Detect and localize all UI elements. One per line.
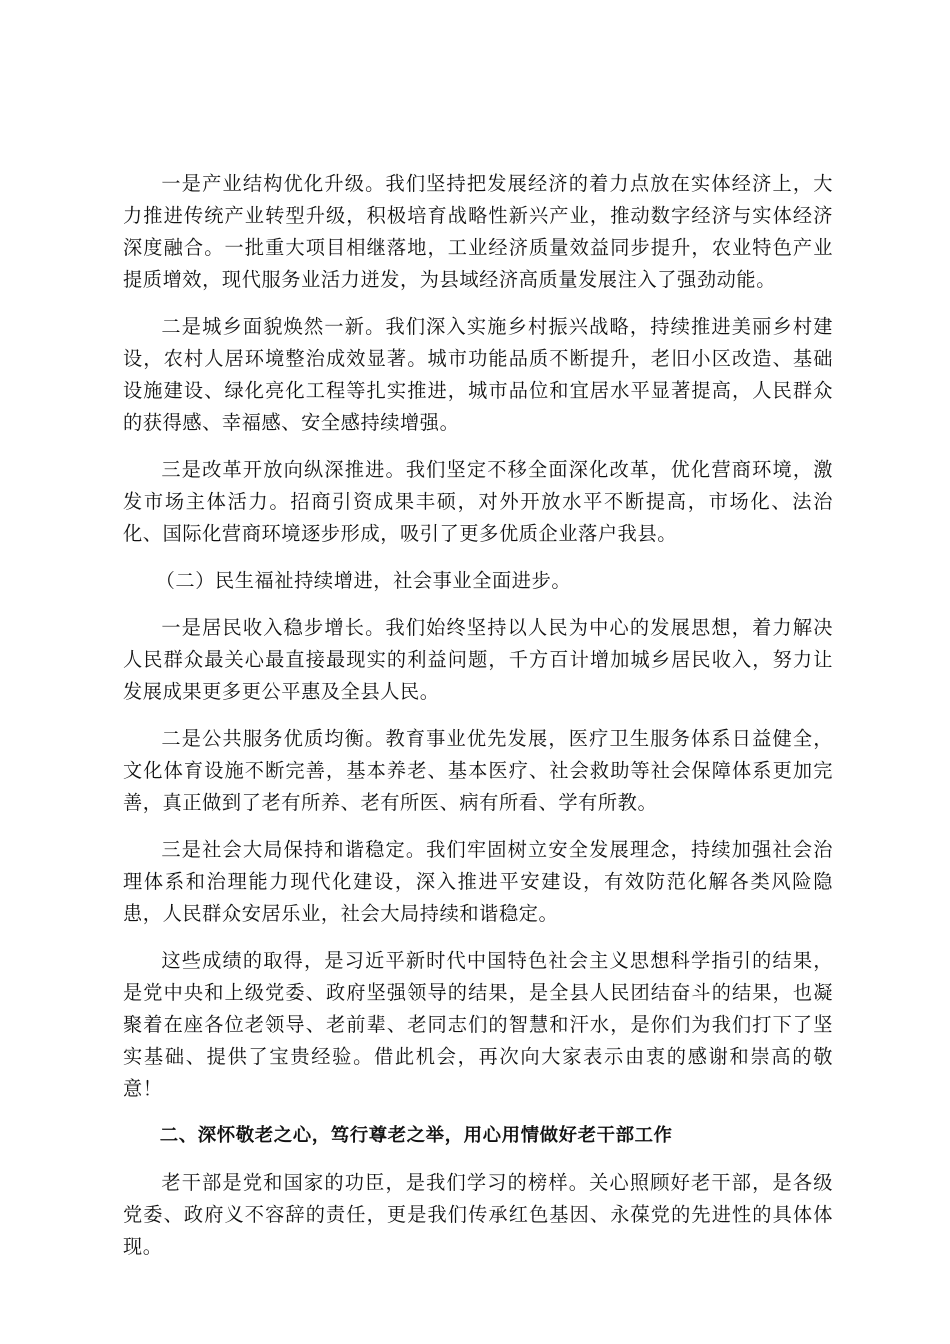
paragraph-achievements: 这些成绩的取得，是习近平新时代中国特色社会主义思想科学指引的结果，是党中央和上级党委、政府坚强领导的结果，是全县人民团结奋斗的结果，也凝聚着在座各位老领导、老前辈、老同志们的智慧和汗水，是你们为我们打下了坚实基础、提供了宝贵经验。借此机会，再次向大家表示由衷的感谢和崇高的敬意！ <box>123 949 833 1100</box>
paragraph-reform-opening: 三是改革开放向纵深推进。我们坚定不移全面深化改革，优化营商环境，激发市场主体活力。招商引资成果丰硕，对外开放水平不断提高，市场化、法治化、国际化营商环境逐步形成，吸引了更多优质企业落户我县。 <box>123 458 833 545</box>
subheading-livelihood: （二）民生福祉持续增进，社会事业全面进步。 <box>155 569 572 592</box>
document-body <box>123 168 833 1278</box>
paragraph-public-services: 二是公共服务优质均衡。教育事业优先发展，医疗卫生服务体系日益健全，文化体育设施不断完善，基本养老、基本医疗、社会救助等社会保障体系更加完善，真正做到了老有所养、老有所医、病有所看、学有所教。 <box>123 727 833 814</box>
paragraph-income-growth: 一是居民收入稳步增长。我们始终坚持以人民为中心的发展思想，着力解决人民群众最关心最直接最现实的利益问题，千方百计增加城乡居民收入，努力让发展成果更多更公平惠及全县人民。 <box>123 616 833 703</box>
section-heading-veteran-cadres: 二、深怀敬老之心，笃行尊老之举，用心用情做好老干部工作 <box>159 1125 673 1146</box>
paragraph-urban-rural: 二是城乡面貌焕然一新。我们深入实施乡村振兴战略，持续推进美丽乡村建设，农村人居环境整治成效显著。城市功能品质不断提升，老旧小区改造、基础设施建设、绿化亮化工程等扎实推进，城市品位和宜居水平显著提高，人民群众的获得感、幸福感、安全感持续增强。 <box>123 315 833 434</box>
paragraph-social-stability: 三是社会大局保持和谐稳定。我们牢固树立安全发展理念，持续加强社会治理体系和治理能力现代化建设，深入推进平安建设，有效防范化解各类风险隐患，人民群众安居乐业，社会大局持续和谐稳定。 <box>123 838 833 925</box>
paragraph-industry-upgrade: 一是产业结构优化升级。我们坚持把发展经济的着力点放在实体经济上，大力推进传统产业转型升级，积极培育战略性新兴产业，推动数字经济与实体经济深度融合。一批重大项目相继落地，工业经济质量效益同步提升，农业特色产业提质增效，现代服务业活力迸发，为县域经济高质量发展注入了强劲动能。 <box>123 172 833 291</box>
paragraph-veteran-cadres: 老干部是党和国家的功臣，是我们学习的榜样。关心照顾好老干部，是各级党委、政府义不容辞的责任，更是我们传承红色基因、永葆党的先进性的具体体现。 <box>123 1171 833 1258</box>
